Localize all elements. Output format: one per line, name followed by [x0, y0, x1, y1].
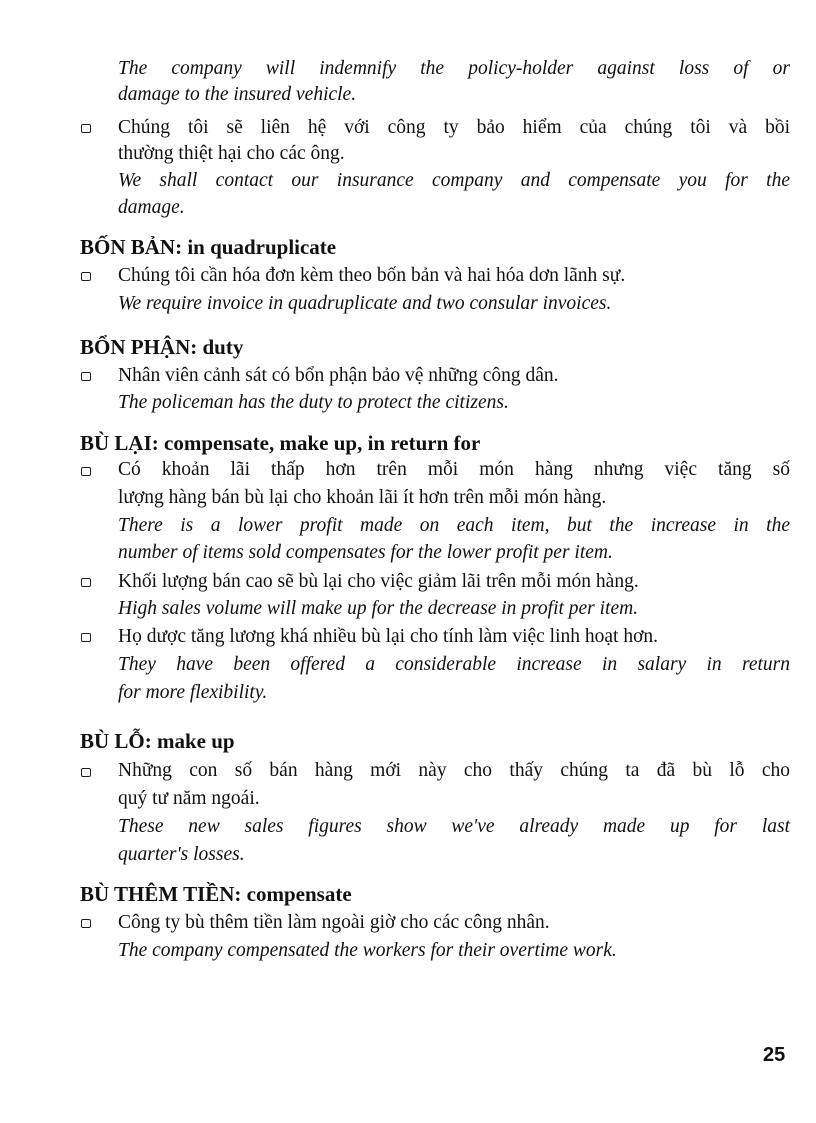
entry-headword: BỐN BẢN: in quadruplicate: [80, 235, 337, 259]
checkbox-bullet-icon: [81, 768, 91, 777]
page-number: 25: [763, 1044, 786, 1066]
checkbox-bullet-icon: [81, 467, 91, 476]
entry-headword: BÙ LẠI: compensate, make up, in return for: [80, 431, 481, 455]
example-vietnamese-line-1: Những con số bán hàng mới này cho thấy chúng ta đã bù lỗ cho: [118, 760, 790, 781]
checkbox-bullet-icon: [81, 272, 91, 281]
intro-english-line-1: The company will indemnify the policy-holder against loss of or: [118, 58, 790, 79]
example-vietnamese-line-1: Họ dược tăng lương khá nhiều bù lại cho tính làm việc linh hoạt hơn.: [118, 626, 659, 647]
entry-headword: BÙ THÊM TIỀN: compensate: [80, 882, 352, 906]
checkbox-bullet-icon: [81, 919, 91, 928]
example-english-line-1: The policeman has the duty to protect the citizens.: [118, 392, 509, 413]
example-english-line-1: We require invoice in quadruplicate and two consular invoices.: [118, 293, 612, 314]
example-vietnamese-line-1: Có khoản lãi thấp hơn trên mỗi món hàng nhưng việc tăng số: [118, 459, 790, 480]
example-english-line-2: damage.: [118, 197, 185, 218]
example-english-line-1: There is a lower profit made on each item, but the increase in the: [118, 515, 790, 536]
example-vietnamese-line-1: Chúng tôi sẽ liên hệ với công ty bảo hiểm của chúng tôi và bồi: [118, 117, 790, 138]
example-vietnamese-line-1: Công ty bù thêm tiền làm ngoài giờ cho các công nhân.: [118, 912, 550, 933]
example-english-line-1: These new sales figures show we've already made up for last: [118, 816, 790, 837]
checkbox-bullet-icon: [81, 578, 91, 587]
example-vietnamese-line-1: Chúng tôi cần hóa đơn kèm theo bốn bản và hai hóa dơn lãnh sự.: [118, 265, 626, 286]
example-english-line-1: The company compensated the workers for their overtime work.: [118, 940, 617, 961]
example-english-line-1: They have been offered a considerable increase in salary in return: [118, 654, 790, 675]
example-vietnamese-line-2: thường thiệt hại cho các ông.: [118, 143, 345, 164]
example-english-line-1: High sales volume will make up for the decrease in profit per item.: [118, 598, 639, 619]
example-vietnamese-line-2: quý tư năm ngoái.: [118, 788, 260, 809]
entry-headword: BỔN PHẬN: duty: [80, 335, 244, 359]
example-vietnamese-line-2: lượng hàng bán bù lại cho khoản lãi ít hơn trên mỗi món hàng.: [118, 487, 607, 508]
intro-english-line-2: damage to the insured vehicle.: [118, 84, 357, 105]
checkbox-bullet-icon: [81, 372, 91, 381]
example-english-line-2: quarter's losses.: [118, 844, 245, 865]
entry-headword: BÙ LỖ: make up: [80, 729, 235, 753]
checkbox-bullet-icon: [81, 124, 91, 133]
example-english-line-2: for more flexibility.: [118, 682, 268, 703]
checkbox-bullet-icon: [81, 633, 91, 642]
example-english-line-2: number of items sold compensates for the lower profit per item.: [118, 542, 613, 563]
example-vietnamese-line-1: Khối lượng bán cao sẽ bù lại cho việc giảm lãi trên mỗi món hàng.: [118, 571, 639, 592]
example-english-line-1: We shall contact our insurance company and compensate you for the: [118, 170, 790, 191]
example-vietnamese-line-1: Nhân viên cảnh sát có bổn phận bảo vệ những công dân.: [118, 365, 559, 386]
